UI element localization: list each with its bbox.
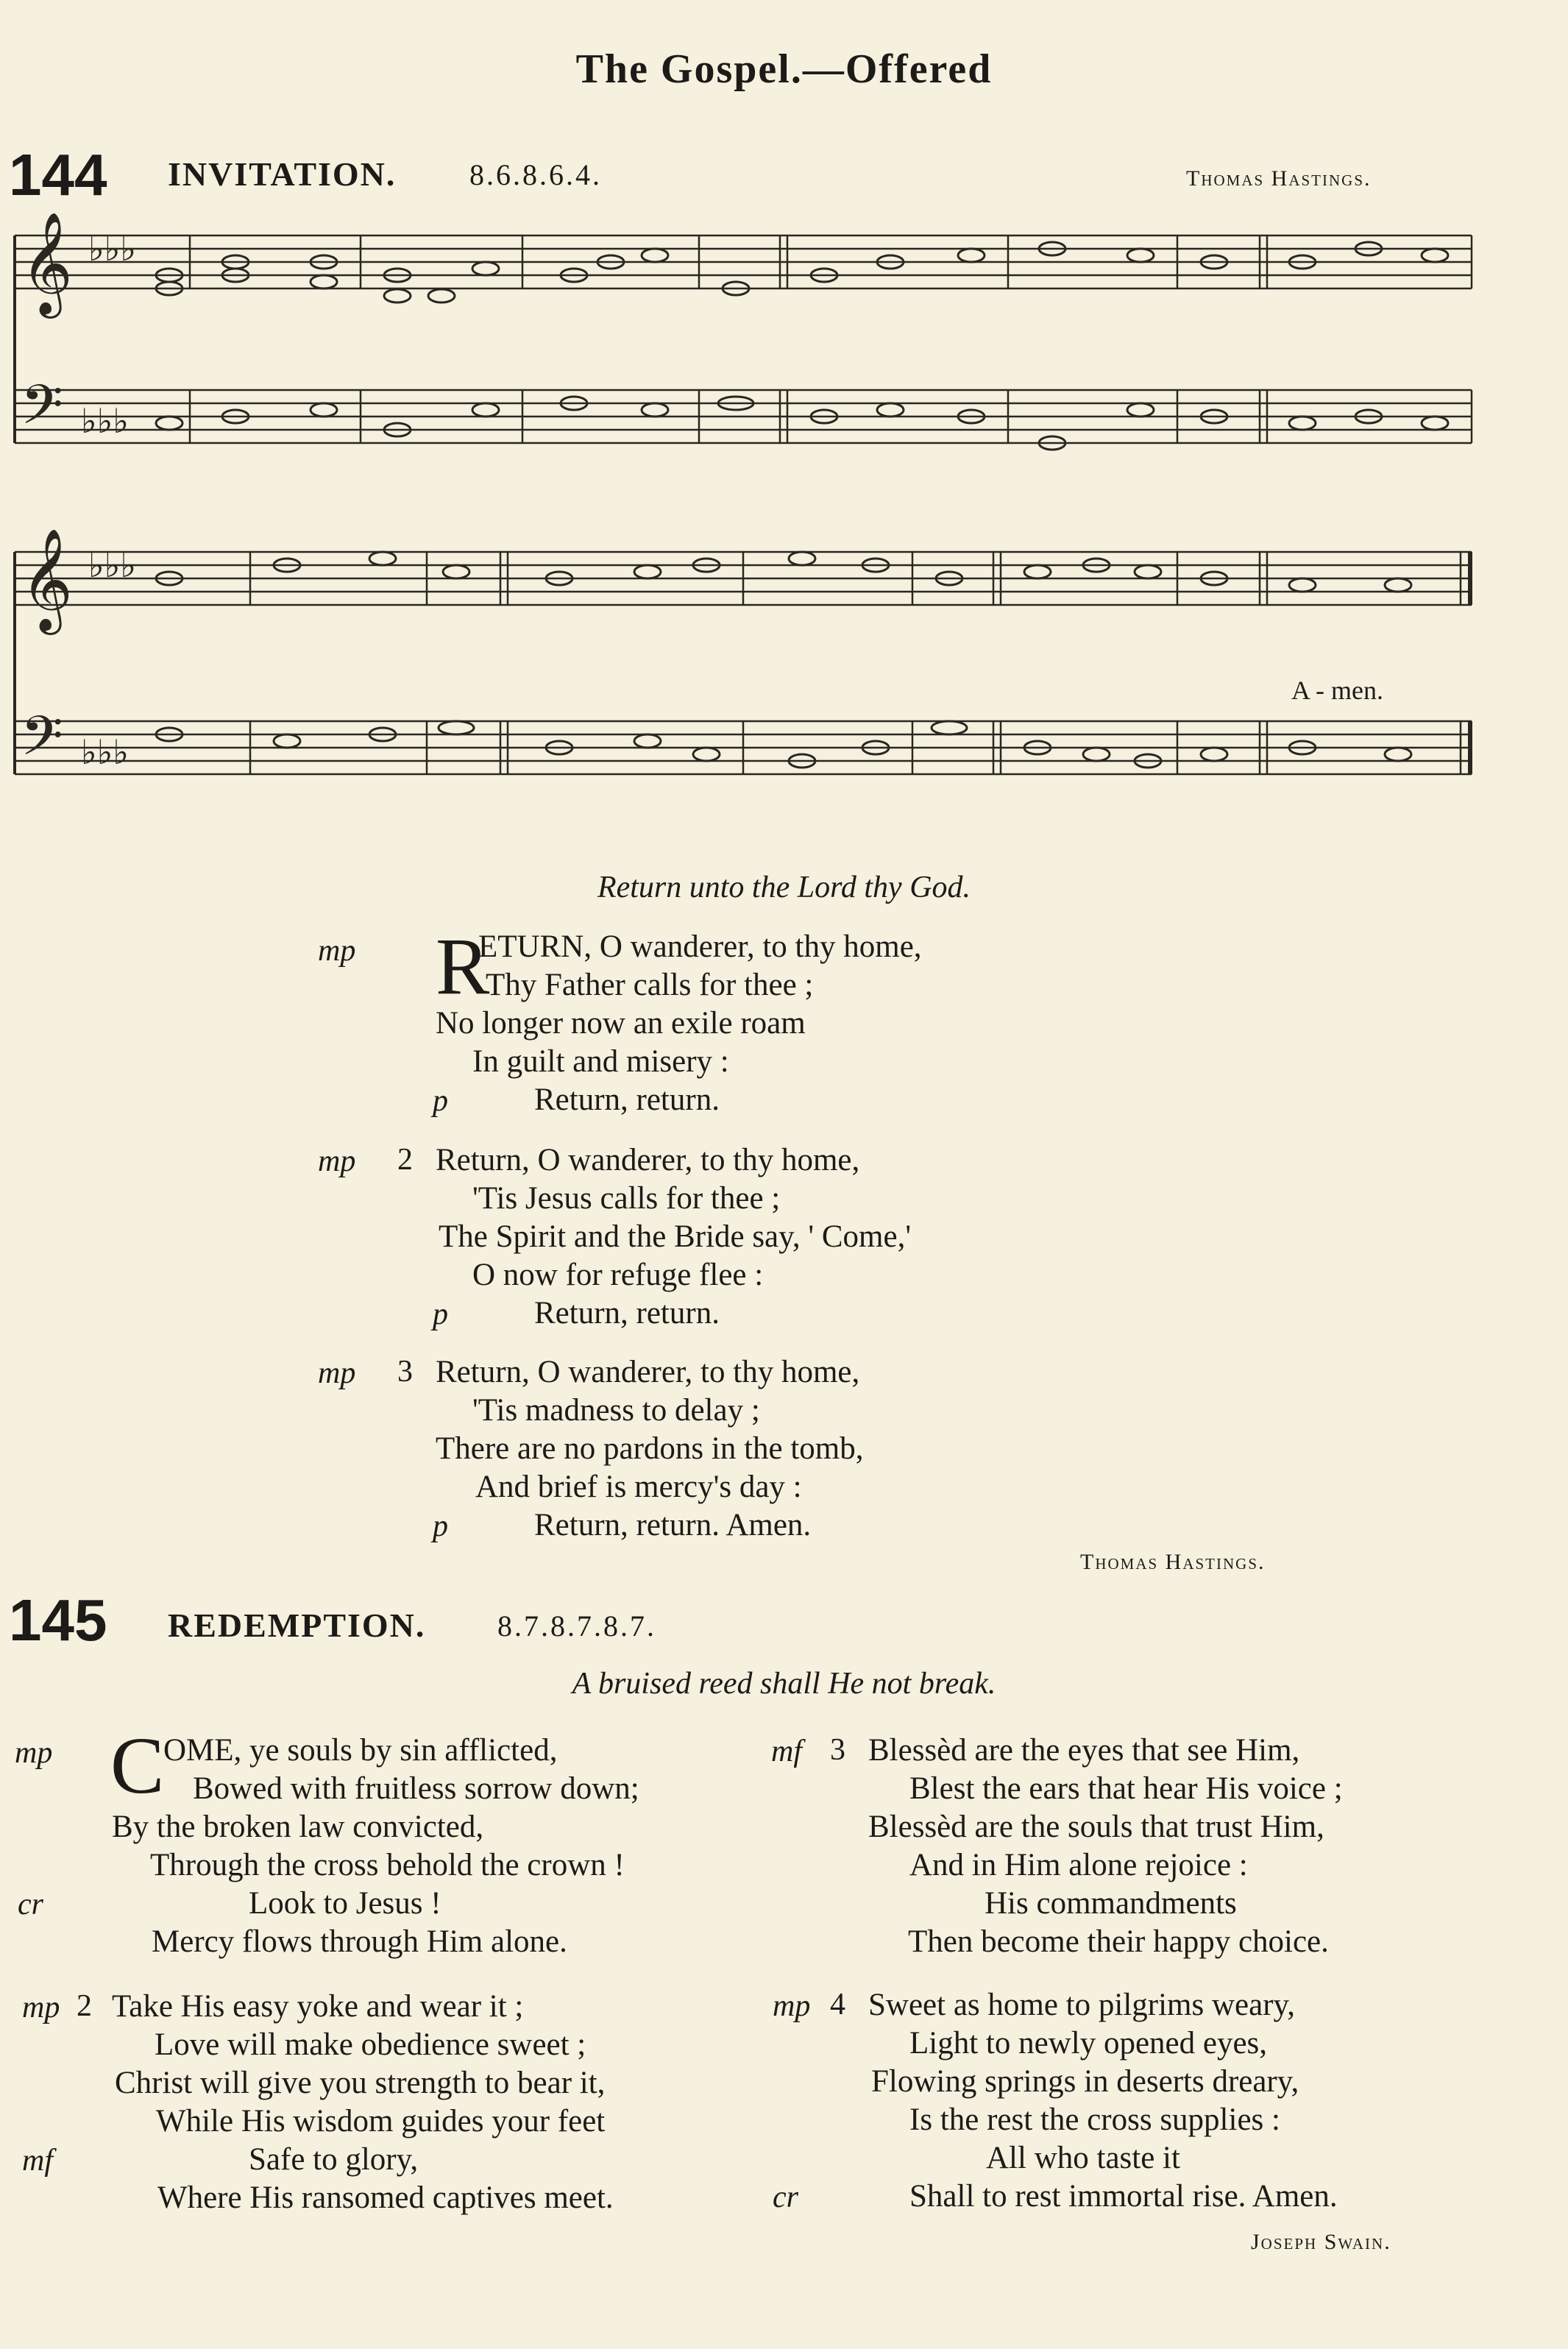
verse-line: Love will make obedience sweet ; (155, 2027, 586, 2062)
running-head: The Gospel.—Offered (575, 46, 993, 92)
verse-line: O now for refuge flee : (472, 1258, 764, 1292)
hymn-144-tune: INVITATION. (168, 155, 397, 193)
verse-2-number: 2 (397, 1143, 413, 1177)
verse-line: Blest the ears that hear His voice ; (909, 1771, 1343, 1806)
verse-line: Flowing springs in deserts dreary, (871, 2064, 1299, 2099)
verse-line: His commandments (985, 1886, 1237, 1921)
hymn-145-number: 145 (9, 1587, 107, 1653)
verse-line: Blessèd are the eyes that see Him, (868, 1733, 1300, 1768)
svg-text:♭♭♭: ♭♭♭ (81, 403, 130, 440)
verse-line: 'Tis Jesus calls for thee ; (472, 1181, 781, 1216)
verse-line: Then become their happy choice. (908, 1924, 1329, 1959)
verse-line: Sweet as home to pilgrims weary, (868, 1988, 1295, 2022)
svg-text:♭♭♭: ♭♭♭ (88, 230, 137, 268)
verse-2-refrain-dynamic: p (433, 1297, 448, 1331)
verse-line: Return, O wanderer, to thy home, (436, 1355, 860, 1389)
h145-verse-1-dynamic: mp (15, 1736, 53, 1770)
h145-verse-1-dynamic-cr: cr (18, 1888, 43, 1921)
verse-line: Thy Father calls for thee ; (486, 968, 814, 1002)
verse-line: Return, return. Amen. (534, 1508, 812, 1542)
verse-1-dynamic: mp (318, 934, 356, 968)
h145-verse-2-dynamic-mf: mf (22, 2144, 53, 2178)
h145-verse-3-number: 3 (830, 1733, 845, 1767)
verse-line: ETURN, O wanderer, to thy home, (478, 929, 922, 964)
bass-clef-icon: 𝄢 (21, 707, 63, 780)
verse-line: Where His ransomed captives meet. (157, 2180, 614, 2215)
verse-1-refrain-dynamic: p (433, 1084, 448, 1118)
verse-line: All who taste it (986, 2141, 1180, 2175)
verse-line: In guilt and misery : (472, 1044, 729, 1079)
h145-verse-4-number: 4 (830, 1988, 845, 2022)
verse-line: Blessèd are the souls that trust Him, (868, 1810, 1324, 1844)
verse-line: Return, O wanderer, to thy home, (436, 1143, 860, 1177)
verse-line: No longer now an exile roam (436, 1006, 806, 1041)
hymn-144-number: 144 (9, 142, 107, 208)
barlines-2 (250, 552, 1470, 774)
verse-1-dropcap: R (436, 921, 490, 1011)
hymn-144-composer: Thomas Hastings. (1186, 166, 1372, 191)
bass-clef-icon: 𝄢 (21, 376, 63, 449)
verse-line: Safe to glory, (249, 2142, 419, 2177)
h145-verse-3-dynamic: mf (771, 1735, 802, 1768)
verse-3-dynamic: mp (318, 1356, 356, 1390)
h145-verse-2-number: 2 (77, 1989, 92, 2023)
treble-clef-icon: 𝄞 (21, 531, 73, 628)
verse-line: Return, return. (534, 1083, 720, 1117)
verse-line: 'Tis madness to delay ; (472, 1393, 760, 1428)
verse-line: Light to newly opened eyes, (909, 2026, 1268, 2061)
h145-verse-4-dynamic-cr: cr (773, 2180, 798, 2214)
svg-text:♭♭♭: ♭♭♭ (88, 547, 137, 584)
verse-line: Bowed with fruitless sorrow down; (193, 1771, 639, 1806)
hymn-144-motto: Return unto the Lord thy God. (597, 871, 971, 904)
verse-line: Shall to rest immortal rise. Amen. (909, 2179, 1338, 2214)
verse-line: Look to Jesus ! (249, 1886, 441, 1921)
verse-line: By the broken law convicted, (112, 1810, 484, 1844)
verse-line: Return, return. (534, 1296, 720, 1331)
h145-verse-1-dropcap: C (110, 1721, 165, 1810)
verse-line: There are no pardons in the tomb, (436, 1431, 864, 1466)
hymn-145-meter: 8.7.8.7.8.7. (497, 1609, 656, 1643)
treble-clef-icon: 𝄞 (21, 214, 73, 312)
verse-line: Through the cross behold the crown ! (150, 1848, 625, 1882)
amen-label: A - men. (1291, 676, 1383, 705)
verse-2-dynamic: mp (318, 1144, 356, 1178)
verse-3-refrain-dynamic: p (433, 1509, 448, 1543)
verse-line: Take His easy yoke and wear it ; (112, 1989, 524, 2024)
hymn-145-motto: A bruised reed shall He not break. (572, 1667, 996, 1701)
verse-3-number: 3 (397, 1355, 413, 1389)
hymn-145-tune: REDEMPTION. (168, 1606, 426, 1644)
noteheads (156, 242, 1448, 768)
svg-text:♭♭♭: ♭♭♭ (81, 734, 130, 771)
verse-line: Mercy flows through Him alone. (152, 1924, 567, 1959)
treble-staff-1 (15, 235, 1472, 288)
music-score (0, 213, 1568, 846)
verse-line: While His wisdom guides your feet (156, 2104, 606, 2139)
verse-line: Christ will give you strength to bear it, (115, 2066, 606, 2100)
hymn-144-meter: 8.6.8.6.4. (469, 158, 602, 191)
h145-verse-4-dynamic: mp (773, 1989, 811, 2023)
h145-verse-2-dynamic: mp (22, 1991, 60, 2024)
verse-line: OME, ye souls by sin afflicted, (163, 1733, 558, 1768)
hymn-145-author: Joseph Swain. (1251, 2230, 1391, 2254)
verse-line: Is the rest the cross supplies : (909, 2102, 1280, 2137)
verse-line: The Spirit and the Bride say, ' Come,' (439, 1219, 912, 1254)
verse-line: And brief is mercy's day : (475, 1470, 802, 1504)
hymn-144-author: Thomas Hastings. (1080, 1550, 1266, 1574)
verse-line: And in Him alone rejoice : (909, 1848, 1248, 1882)
